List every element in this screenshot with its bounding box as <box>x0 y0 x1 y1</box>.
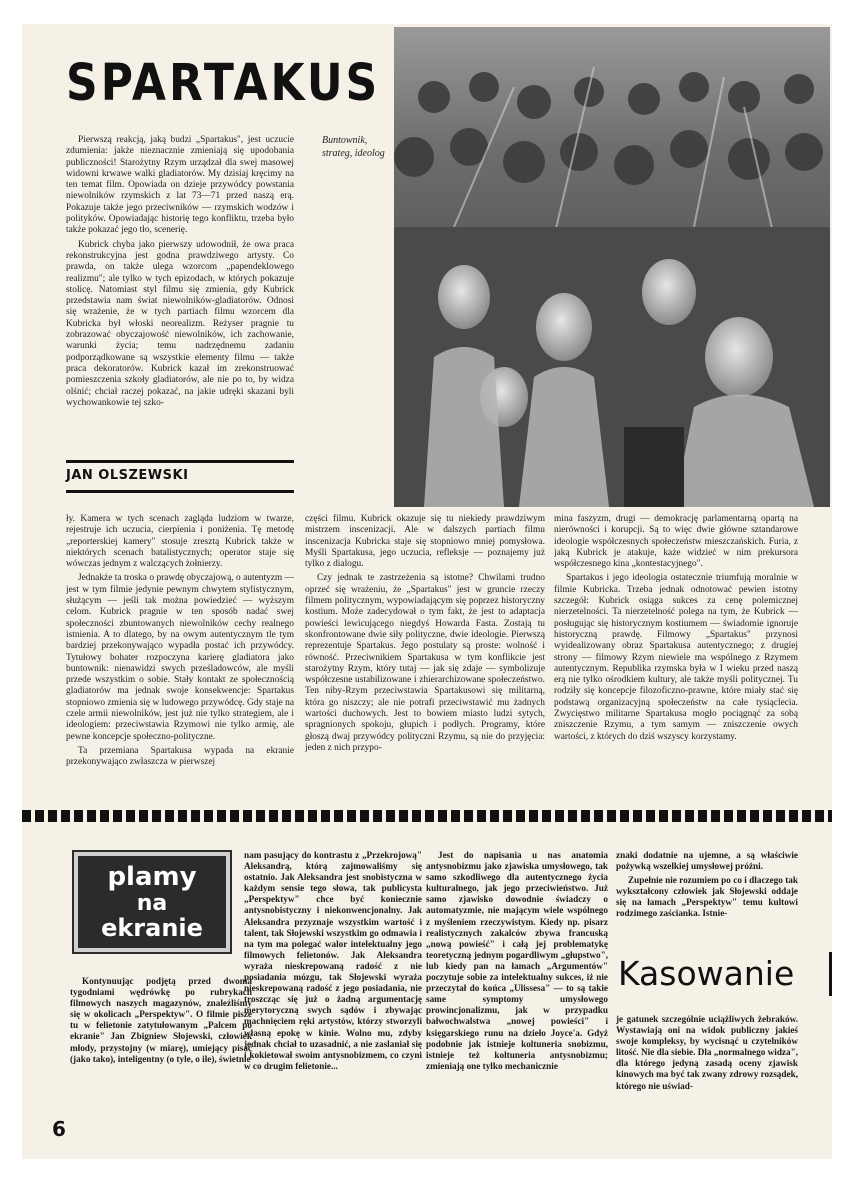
photo-caption: Buntownik, strateg, ideolog <box>322 135 385 159</box>
paragraph: Kubrick chyba jako pierwszy udowodnił, że owa praca rekonstrukcyjna jest godna prawdziwego artysty. Co prawda, on także ulega wzorcom „papendeklowego realizmu"; ale tylko w tych epizodach, w których pokazuje stolicę. Natomiast styl filmu się zmienia, gdy Kubrick przedstawia nam świat niewolników-gladiatorów. Odnosi się wrażenie, że w tych partiach filmu wzorcem dla Kubricka był włoski neorealizm. Reżyser pragnie tu zobrazować obyczajowość niewolników, ich zachowanie, warunki życia; temu nadrzędnemu zadaniu podporządkowane są wszystkie elementy filmu — także praca dekoratorów. Kubrick kazał im zrekonstruować pomieszczenia szkoły gladiatorów, ale nie po to, by widza olśnić; chciał raczej pokazać, na jakie udręki skazani byli wychowankowie tej szko- <box>66 239 294 408</box>
paragraph: Zupełnie nie rozumiem po co i dlaczego tak wykształcony człowiek jak Słojewski oddaje się na łamach „Perspektyw" temu kultowi rodzimego zaścianka. Istnie- <box>616 875 798 919</box>
column-logo <box>74 852 230 952</box>
article-column-4 <box>554 514 798 798</box>
paragraph: Jest do napisania u nas anatomia antysnobizmu jako zjawiska umysłowego, tak samo szkodliwego dla autentycznego życia kulturalnego, jak jego przeciwieństwo. Już samo zjawisko dowodnie świadczy o automatyzmie, nie mającym wiele wspólnego z myśleniem rzeczywistym. Kiedy np. pisarz realistycznych zakalców zbywa francuską „nową powieść" i całą jej problematykę teoretyczną jednym pogardliwym „głupstwo", lub kiedy pan na łamach „Argumentów" poczytuje sobie za intelektualny sukces, iż nie przeczytał do końca „Ulissesa" — to są takie same symptomy umysłowego prowincjonalizmu, jak w przypadku bałwochwalstwa „nowej powieści" i księgarskiego runu na dzieło Joyce'a. Gdyż podobnie jak istnieje koltuneria snobizmu, istnieje też koltuneria antysnobizmu; zmieniają one tylko mechanicznie <box>426 850 608 1071</box>
article-title: SPARTAKUS <box>66 54 381 113</box>
section-divider <box>22 810 832 822</box>
column-text-1 <box>70 976 252 1116</box>
author-rule-bottom <box>66 490 294 493</box>
paragraph: Kontynuując podjętą przed dwoma tygodniami wędrówkę po rubrykach filmowych naszych magazynów, znaleźliśmy się w okolicach „Perspektyw". O filmie pisze tu w felietonie zatytułowanym „Palcem po ekranie" Jan Zbigniew Słojewski, człowiek młody, przystojny (w miarę), umiejący pisać (jako tako), inteligentny (o tyle, o ile), świetnie <box>70 976 252 1064</box>
paragraph: Spartakus i jego ideologia ostatecznie triumfują moralnie w filmie Kubricka. Trzeba jednak odnotować pewien istotny szczegół: Kubrick osiąga sukces za cenę polemicznej nierzetelności. Ta nierzetelność polega na tym, że Kubrick — posługując się historycznym kostiumem — świadomie ignoruje historyczną prawdę. Filmowy „Spartakus" przynosi wyidealizowany obraz Spartakusa autentycznego; z drugiej strony — filmowy Rzym niewiele ma wspólnego z Rzymem autentycznym. Republika rzymska była w I wieku przed naszą erą nie tylko ośrodkiem kultury, ale także myśli politycznej. Tu rodziły się koncepcje filozoficzno-prawne, które miały stać się podstawą organizacyjną społeczeństw na całe tysiąclecia. Zwycięstwo militarne Spartakusa mogło pociągnąć za sobą zniszczenie Rzymu, a tym samym — zniszczenie owych wartości, z których do dziś wszyscy korzystamy. <box>554 573 798 742</box>
kasowanie-heading: Kasowanie <box>618 954 795 993</box>
paragraph: je gatunek szczególnie uciążliwych żebraków. Wystawiają oni na widok publiczny jakieś swoje kompleksy, by wycisnąć u czytelników litość. Nie dla siebie. Dla „normalnego widza", dla którego jedyną zasadą oceny zjawisk kinowych ma być tak zwany zdrowy rozsądek, którego nie uświad- <box>616 1014 798 1091</box>
column-text-4-bottom <box>616 1014 798 1126</box>
paragraph: Pierwszą reakcją, jaką budzi „Spartakus", jest uczucie zdumienia: jakże nieznacznie zmieniają się upodobania publiczności! Starożytny Rzym urządzał dla swej masowej widowni krwawe walki gladiatorów. My dzisiaj kręcimy na ten temat film. Opowiada on dzieje przywódcy powstania niewolników rzymskich z lat 73—71 przed naszą erą. Pokazuje także jego przeciwników — rzymskich wodzów i polityków. Opowiadając historię tego konfliktu, trzeba było także pokazać jego tło, scenerię. <box>66 135 294 236</box>
paragraph: części filmu. Kubrick okazuje się tu niekiedy prawdziwym mistrzem inscenizacji. Ale w dalszych partiach filmu inscenizacja Kubricka staje się stopniowo mniej pomysłowa. Myśli Spartakusa, jego uczucia, refleksje — poznajemy już tylko z dialogu. <box>305 514 545 570</box>
article-column-2 <box>66 514 294 798</box>
logo-text-line3: ekranie <box>101 914 203 942</box>
column-text-3 <box>426 850 608 1126</box>
film-still-illustration <box>394 27 830 507</box>
logo-text-line1: plamy <box>107 862 197 892</box>
paragraph: ły. Kamera w tych scenach zagląda ludziom w twarze, rejestruje ich uczucia, cierpienia i poniżenia. Tę metodę „reporterskiej kamery" stosuje zresztą Kubrick także w niektórych scenach batalistycznych; operator staje się wówczas jednym z walczących żołnierzy. <box>66 514 294 570</box>
article-author: JAN OLSZEWSKI <box>66 468 189 483</box>
article-column-3 <box>305 514 545 798</box>
paragraph: Ta przemiana Spartakusa wypada na ekranie przekonywająco zwłaszcza w pierwszej <box>66 745 294 768</box>
paragraph: mina faszyzm, drugi — demokrację parlamentarną opartą na nierówności i korupcji. Są to więc dwie główne sztandarowe ideologie współczesnych społeczeństw mieszczańskich. Furia, z jaką Kubrick je atakuje, każe widzieć w nim prekursora współczesnego kina „kontestacyjnego". <box>554 514 798 570</box>
paragraph: znaki dodatnie na ujemne, a są właściwie pożywką wszelkiej umysłowej próżni. <box>616 850 798 872</box>
heading-bar <box>829 952 832 996</box>
article-column-1 <box>66 135 294 451</box>
author-rule-top <box>66 460 294 463</box>
film-still-photo <box>394 27 830 507</box>
column-text-4-top <box>616 850 798 948</box>
paragraph: nam pasujący do kontrastu z „Przekrojową" Aleksandrą, którą zajmowaliśmy się ostatnio. Jak Aleksandra jest snobistyczna w każdym sensie tego słowa, tak publicysta „Perspektyw" chce być koniecznie antysnobistyczny i niekonwencjonalny. Jak Aleksandra przyznaje wszystkim wartość i talent, tak Słojewski wszystkim go odmawia i na tym ma polegać walor intelektualny jego filmowych felietonów. Jak Aleksandra wyraża nieskrepowaną radość z nie posiadania mózgu, tak Słojewski wyraża nieskrepowaną radość z jego posiadania, nie troszcząc się już o żadną argumentację merytoryczną swych sądów i zbywając machnięciem ręki artystów, którzy stworzyli własną epokę w kinie. Wolno mu, zdyby jednak chciał to uzasadnić, a nie zaslaniał się i kokietował swoim antysnobizmem, co czyni w co drugim felietonie... <box>244 850 422 1071</box>
paragraph: Czy jednak te zastrzeżenia są istotne? Chwilami trudno oprzeć się wrażeniu, że „Spartakus" jest w gruncie rzeczy filmem politycznym, wypowiadającym się poprzez historyczny kostium. Może zadecydował o tym fakt, że jest to adaptacja powieści lewicującego niegdyś Howarda Fasta. Zostają tu skonfrontowane dwie siły polityczne, dwie ideologie. Pierwszą reprezentuje Spartakus. Jego postulaty są proste: wolność i równość. Przeciwnikiem Spartakusa w tym konflikcie jest starożytny Rzym, który tutaj — jak się zdaje — symbolizuje współczesne ustabilizowane i zhierarchizowane społeczeństwo. Ten niby-Rzym przeciwstawia Spartakusowi się militarną, która go niszczy; ale nie potrafi przeciwstawić mu żadnych wartości duchowych. Jest to bowiem miasto ludzi sytych, spragnionych spokoju, głupich i podłych. Programy, które głoszą dwaj przywódcy polityczni Rzymu, są nie do przyjęcia: jeden z nich przypo- <box>305 573 545 753</box>
magazine-page <box>22 24 832 1159</box>
paragraph: Jednakże ta troska o prawdę obyczajową, o autentyzm — jest w tym filmie jedynie pewnym chwytem stylistycznym, służącym — jeśli tak można powiedzieć — wyższym celom. Kubrick pragnie w ten sposób nadać swej społeczności zbuntowanych niewolników cechy realnego istnienia. A to dlatego, by na owym autentycznym tle tym bardziej przekonywająco wypadła postać ich przywódcy. Tytułowy bohater rozpoczyna karierę gladiatora jako buntownik: nienawidzi swych prześladowców, ale myśli przede wszystkim o sobie. Stały kontakt ze społecznością gladiatorów ma jednak swoje konsekwencje: Spartakus stopniowo zmienia się w ludowego przywódcę. Gdy staje na czele armii niewolników, jest już nie tylko strategiem, ale i ideologiem: przeciwstawia Rzymowi nie tylko armię, ale pewne koncepcje społeczno-polityczne. <box>66 573 294 742</box>
column-text-2 <box>244 850 422 1126</box>
logo-text-line2: na <box>136 891 168 916</box>
page-number: 6 <box>52 1117 66 1141</box>
